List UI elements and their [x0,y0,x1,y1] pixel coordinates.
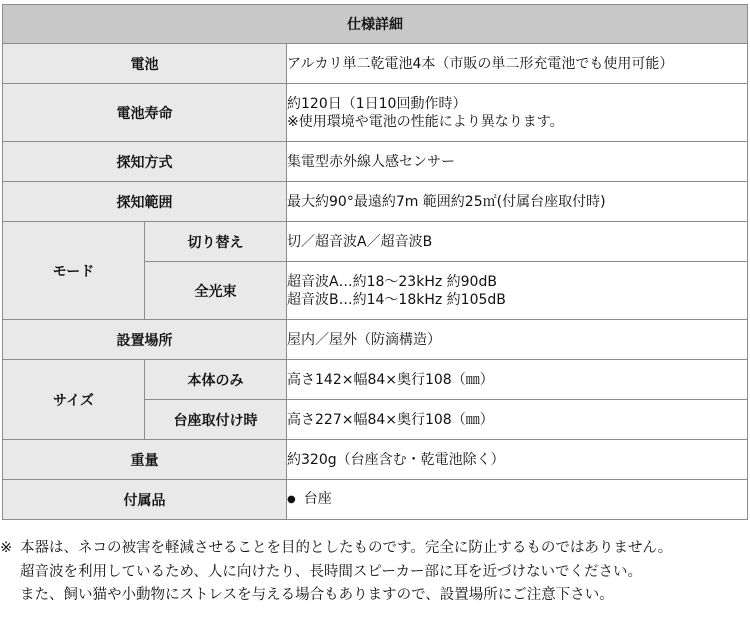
weight-value: 約320g（台座含む・乾電池除く） [287,440,748,480]
detection-range-value: 最大約90°最遠約7m 範囲約25㎡(付属台座取付時) [287,182,748,222]
note-mark: ※ [0,540,13,556]
battery-life-line1: 約120日（1日10回動作時） [287,95,467,112]
bullet-icon: ● [287,494,296,505]
mode-switch-label: 切り替え [145,222,287,262]
size-body-value: 高さ142×幅84×奥行108（㎜） [287,360,748,400]
spec-table [2,4,748,520]
full-light-line2: 超音波B…約14～18kHz 約105dB [287,291,506,308]
accessories-label: 付属品 [3,480,287,520]
battery-life-value [287,84,748,142]
battery-life-line2: ※使用環境や電池の性能により異なります。 [287,113,564,130]
battery-value: アルカリ単二乾電池4本（市販の単二形充電池でも使用可能） [287,44,748,84]
note-text-1: 本器は、ネコの被害を軽減させることを目的としたものです。完全に防止するものではありません。 [20,540,673,556]
install-location-label: 設置場所 [3,320,287,360]
size-with-stand-value: 高さ227×幅84×奥行108（㎜） [287,400,748,440]
notes [0,537,750,608]
full-light-line1: 超音波A…約18～23kHz 約90dB [287,273,497,290]
full-light-label: 全光束 [145,262,287,320]
detection-range-label: 探知範囲 [3,182,287,222]
size-label: サイズ [3,360,145,440]
note-line-2: 超音波を利用しているため、人に向けたり、長時間スピーカー部に耳を近づけないでください。 [20,563,643,580]
detection-method-label: 探知方式 [3,142,287,182]
accessories-value [287,480,748,520]
mode-switch-value: 切／超音波A／超音波B [287,222,748,262]
install-location-value: 屋内／屋外（防滴構造） [287,320,748,360]
note-line-1 [0,537,750,561]
size-with-stand-label: 台座取付け時 [145,400,287,440]
note-line-3: また、飼い猫や小動物にストレスを与える場合もありますので、設置場所にご注意下さい。 [20,587,614,603]
table-title: 仕様詳細 [3,5,748,44]
weight-label: 重量 [3,440,287,480]
detection-method-value: 集電型赤外線人感センサー [287,142,748,182]
size-body-label: 本体のみ [145,360,287,400]
battery-label: 電池 [3,44,287,84]
accessories-item: 台座 [303,491,332,507]
full-light-value [287,262,748,320]
mode-label: モード [3,222,145,320]
battery-life-label: 電池寿命 [3,84,287,142]
